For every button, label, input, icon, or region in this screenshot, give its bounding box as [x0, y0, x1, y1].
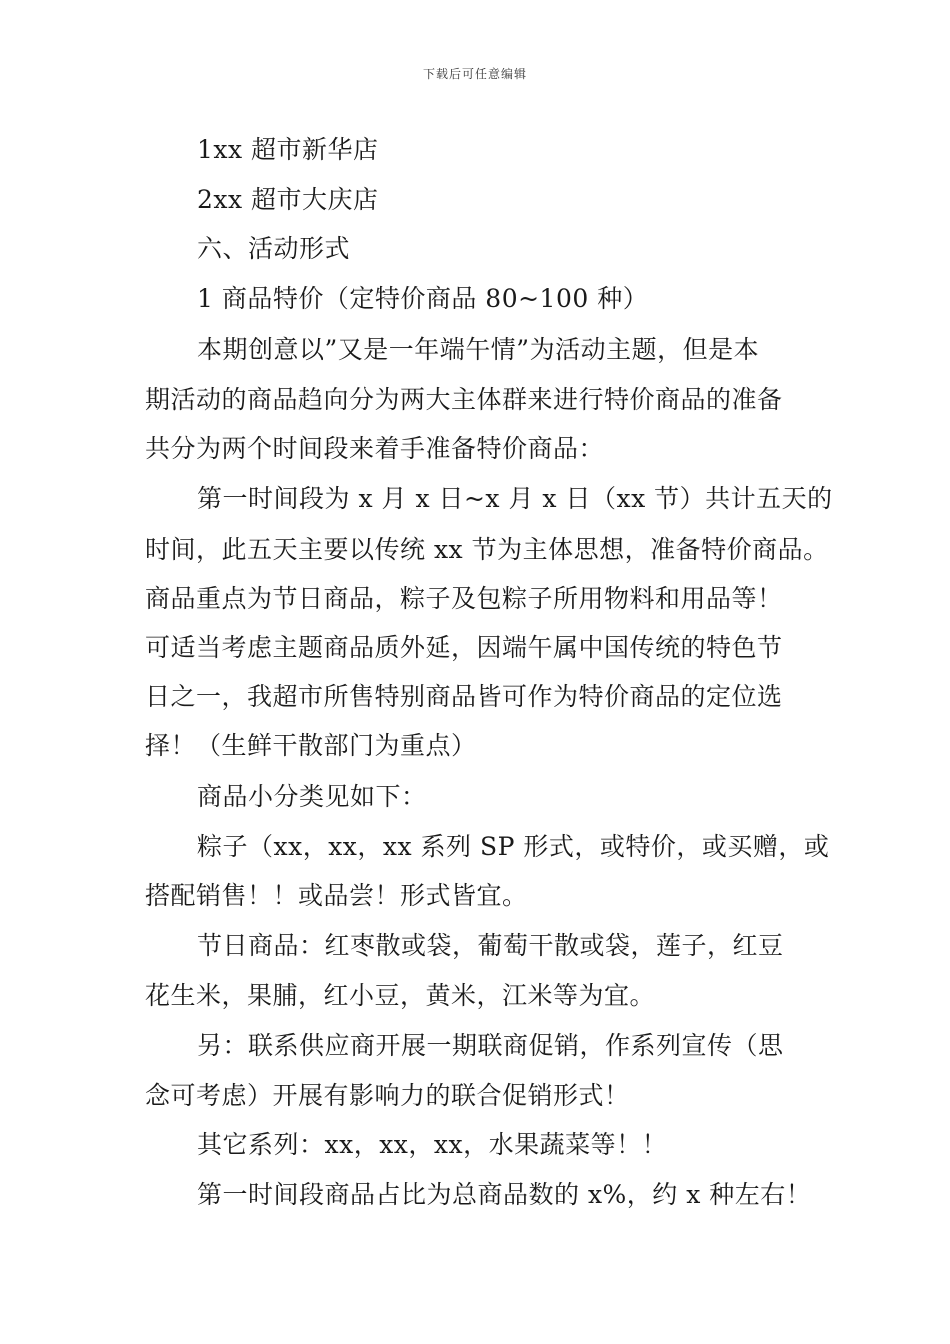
section-heading: 六、活动形式: [197, 234, 351, 263]
paragraph-line: 另：联系供应商开展一期联商促销，作系列宣传（思: [197, 1031, 784, 1060]
paragraph-line: 花生米，果脯，红小豆，黄米，江米等为宜。: [145, 981, 656, 1010]
store-item-1: 1xx 超市新华店: [197, 135, 379, 164]
page-header: 下载后可任意编辑: [422, 67, 527, 81]
paragraph-line: 共分为两个时间段来着手准备特价商品：: [145, 434, 605, 463]
paragraph-line: 商品重点为节日商品，粽子及包粽子所用物料和用品等！: [145, 584, 783, 613]
paragraph-line: 搭配销售！！或品尝！形式皆宜。: [145, 881, 528, 910]
paragraph-line: 择！（生鲜干散部门为重点）: [145, 731, 477, 760]
paragraph-line: 粽子（xx，xx，xx 系列 SP 形式，或特价，或买赠，或: [197, 832, 830, 861]
paragraph-line: 第一时间段为 x 月 x 日~x 月 x 日（xx 节）共计五天的: [197, 484, 833, 513]
paragraph-line: 节日商品：红枣散或袋，葡萄干散或袋，莲子，红豆: [197, 931, 784, 960]
paragraph-line: 念可考虑）开展有影响力的联合促销形式！: [145, 1081, 630, 1110]
paragraph-line: 本期创意以”又是一年端午情”为活动主题，但是本: [197, 335, 760, 364]
paragraph-line: 其它系列：xx，xx，xx，水果蔬菜等！！: [197, 1130, 668, 1159]
paragraph-line: 期活动的商品趋向分为两大主体群来进行特价商品的准备: [145, 385, 783, 414]
subsection-heading: 1 商品特价（定特价商品 80~100 种）: [197, 284, 649, 313]
paragraph-line: 商品小分类见如下：: [197, 782, 427, 811]
paragraph-line: 可适当考虑主题商品质外延，因端午属中国传统的特色节: [145, 633, 783, 662]
paragraph-line: 第一时间段商品占比为总商品数的 x%，约 x 种左右！: [197, 1180, 812, 1209]
store-item-2: 2xx 超市大庆店: [197, 185, 379, 214]
paragraph-line: 时间，此五天主要以传统 xx 节为主体思想，准备特价商品。: [145, 535, 829, 564]
paragraph-line: 日之一，我超市所售特别商品皆可作为特价商品的定位选: [145, 682, 783, 711]
